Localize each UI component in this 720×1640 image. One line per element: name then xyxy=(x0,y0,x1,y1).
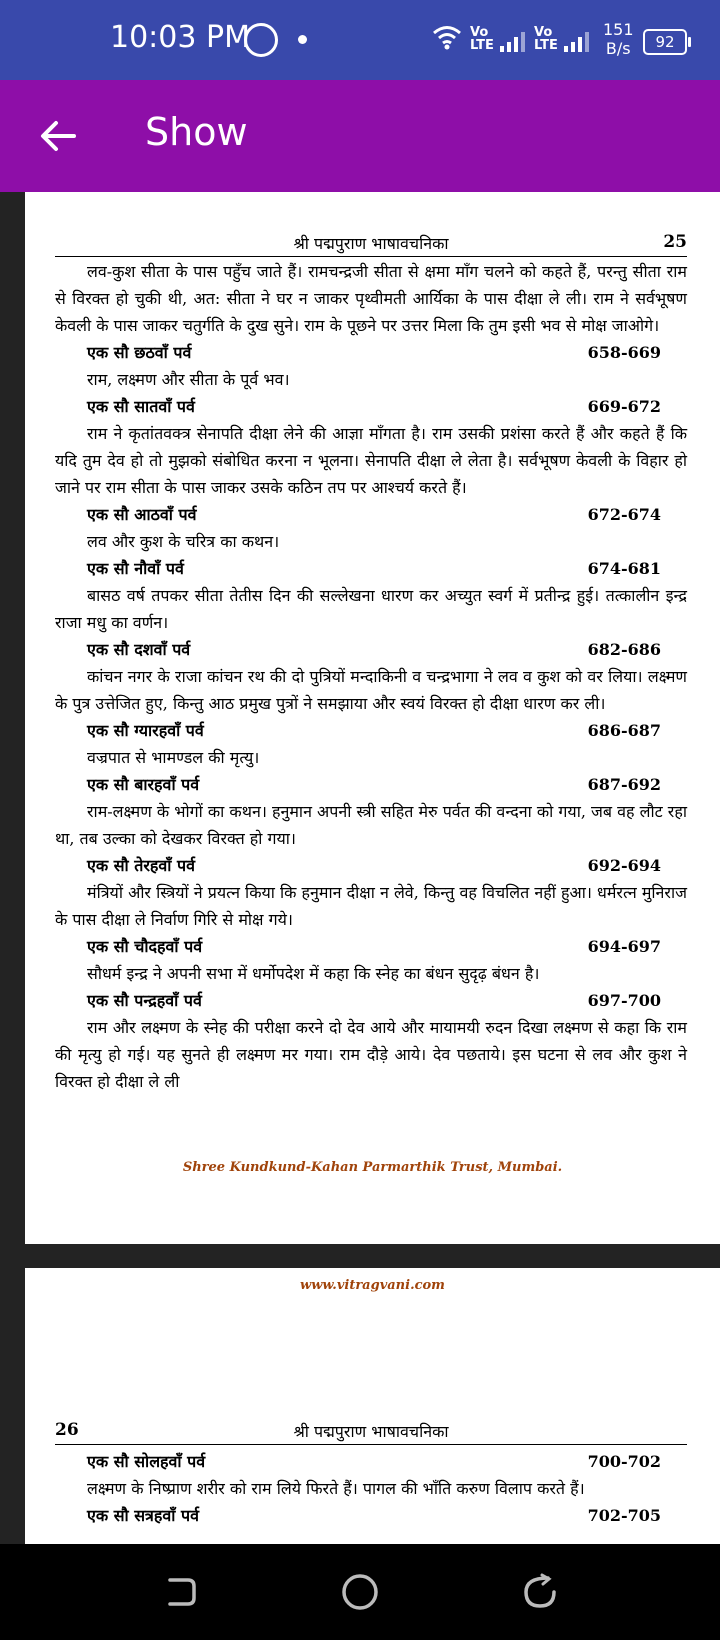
section-page-range: 697-700 xyxy=(587,991,661,1010)
section-heading: एक सौ छठवाँ पर्व xyxy=(87,343,192,362)
running-head-title: श्री पद्मपुराण भाषावचनिका xyxy=(293,234,449,253)
section-summary: मंत्रियों और स्त्रियों ने प्रयत्न किया कि हनुमान दीक्षा न लेवे, किन्तु वह विचलित नहीं हुआ। धर्मरत्न मुनिराज के पास दीक्षा ले निर्वाण गिरि से मोक्ष गये। xyxy=(55,883,687,929)
section-page-range: 686-687 xyxy=(587,721,661,740)
section-page-range: 702-705 xyxy=(587,1506,661,1525)
section-heading: एक सौ सोलहवाँ पर्व xyxy=(87,1452,206,1471)
footer-trust-name: Shree Kundkund-Kahan Parmarthik Trust, Mumbai. xyxy=(182,1160,563,1175)
section-heading-row xyxy=(55,771,687,798)
section-heading-row xyxy=(55,393,687,420)
page-body xyxy=(55,258,687,1095)
section-page-range: 672-674 xyxy=(587,505,661,524)
section-heading-row xyxy=(55,933,687,960)
section-heading-row xyxy=(55,501,687,528)
header-url: www.vitragvani.com xyxy=(300,1278,445,1293)
section-heading-row xyxy=(55,717,687,744)
page-title: Show xyxy=(145,110,248,154)
back-arrow-icon[interactable] xyxy=(38,116,78,156)
section-heading: एक सौ नौवाँ पर्व xyxy=(87,559,184,578)
page-number: 26 xyxy=(55,1420,79,1440)
signal-bars-icon xyxy=(564,30,589,52)
section-page-range: 669-672 xyxy=(587,397,661,416)
intro-paragraph: लव-कुश सीता के पास पहुँच जाते हैं। रामचन्द्रजी सीता से क्षमा माँग चलने को कहते हैं, परन्तु सीता राम से विरक्त हो चुकी थी, अत: सीता ने घर न जाकर पृथ्वीमती आर्यिका के पास दीक्षा ले ली। राम ने सर्वभूषण केवली के पास जाकर चतुर्गति के दुख सुने। राम के पूछने पर उत्तर मिला कि तुम इसी भव से मोक्ष जाओगे। xyxy=(55,262,687,335)
section-heading: एक सौ दशवाँ पर्व xyxy=(87,640,191,659)
section-page-range: 692-694 xyxy=(587,856,661,875)
section-heading-row xyxy=(55,1448,687,1475)
battery-icon: 92 xyxy=(643,29,687,55)
home-icon[interactable] xyxy=(338,1570,382,1614)
back-icon[interactable] xyxy=(518,1570,562,1614)
section-summary: लक्ष्मण के निष्प्राण शरीर को राम लिये फिरते हैं। पागल की भाँति करुण विलाप करते हैं। xyxy=(87,1479,585,1498)
section-page-range: 694-697 xyxy=(587,937,661,956)
section-summary: बासठ वर्ष तपकर सीता तेतीस दिन की सल्लेखना धारण कर अच्युत स्वर्ग में प्रतीन्द्र हुई। तत्कालीन इन्द्र राजा मधु का वर्णन। xyxy=(55,586,687,632)
signal-bars-icon xyxy=(500,30,525,52)
section-heading-row xyxy=(55,555,687,582)
status-bar xyxy=(0,0,720,80)
section-page-range: 674-681 xyxy=(587,559,661,578)
section-summary: राम, लक्ष्मण और सीता के पूर्व भव। xyxy=(87,370,290,389)
section-page-range: 682-686 xyxy=(587,640,661,659)
section-heading: एक सौ चौदहवाँ पर्व xyxy=(87,937,203,956)
section-heading: एक सौ ग्यारहवाँ पर्व xyxy=(87,721,204,740)
recents-icon[interactable] xyxy=(158,1570,202,1614)
section-summary: वज्रपात से भामण्डल की मृत्यु। xyxy=(87,748,260,767)
section-heading-row xyxy=(55,852,687,879)
running-head xyxy=(55,1418,687,1445)
section-heading: एक सौ पन्द्रहवाँ पर्व xyxy=(87,991,202,1010)
section-heading: एक सौ आठवाँ पर्व xyxy=(87,505,197,524)
section-summary: राम-लक्ष्मण के भोगों का कथन। हनुमान अपनी स्त्री सहित मेरु पर्वत की वन्दना को गया, जब वह लौट रहा था, तब उल्का को देखकर विरक्त हो गया। xyxy=(55,802,687,848)
section-heading: एक सौ सातवाँ पर्व xyxy=(87,397,195,416)
section-heading-row xyxy=(55,636,687,663)
section-summary: कांचन नगर के राजा कांचन रथ की दो पुत्रियों मन्दाकिनी व चन्द्रभागा ने लव व कुश को वर लिया। लक्ष्मण के पुत्र उत्तेजित हुए, किन्तु आठ प्रमुख पुत्रों ने समझाया और स्वयं विरक्त हो दीक्षा धारण कर ली। xyxy=(55,667,687,713)
running-head xyxy=(55,230,687,257)
section-summary: सौधर्म इन्द्र ने अपनी सभा में धर्मोपदेश में कहा कि स्नेह का बंधन सुदृढ़ बंधन है। xyxy=(87,964,540,983)
section-heading-row xyxy=(55,987,687,1014)
section-summary: राम ने कृतांतवक्त्र सेनापति दीक्षा लेने की आज्ञा माँगता है। राम उसकी प्रशंसा करते हैं और कहते हैं कि यदि तुम देव हो तो मुझको संबोधित करना न भूलना। सेनापति दीक्षा ले लेता है। सर्वभूषण केवली के विहार हो जाने पर राम सीता के पास जाकर उसके कठिन तप पर आश्चर्य करते हैं। xyxy=(55,424,687,497)
pdf-page-25 xyxy=(25,192,720,1244)
wifi-icon xyxy=(432,24,462,50)
app-bar xyxy=(0,80,720,192)
running-head-title: श्री पद्मपुराण भाषावचनिका xyxy=(293,1422,449,1441)
page-number: 25 xyxy=(663,232,687,252)
volte-label-1: Vo LTE xyxy=(470,25,494,53)
section-summary: लव और कुश के चरित्र का कथन। xyxy=(87,532,280,551)
status-time: 10:03 PM xyxy=(110,20,250,55)
section-page-range: 658-669 xyxy=(587,343,661,362)
notification-dot-icon xyxy=(298,35,307,44)
section-heading: एक सौ सत्रहवाँ पर्व xyxy=(87,1506,199,1525)
section-page-range: 700-702 xyxy=(587,1452,661,1471)
volte-label-2: Vo LTE xyxy=(534,25,558,53)
navigation-bar xyxy=(0,1544,720,1640)
pdf-page-26 xyxy=(25,1268,720,1544)
section-summary: राम और लक्ष्मण के स्नेह की परीक्षा करने दो देव आये और मायामयी रुदन दिखा लक्ष्मण से कहा कि राम की मृत्यु हो गई। यह सुनते ही लक्ष्मण मर गया। राम दौड़े आये। देव पछताये। इस घटना से लव और कुश ने विरक्त हो दीक्षा ले ली xyxy=(55,1018,687,1091)
section-heading-row xyxy=(55,1502,687,1529)
section-heading: एक सौ तेरहवाँ पर्व xyxy=(87,856,195,875)
section-heading-row xyxy=(55,339,687,366)
whatsapp-icon xyxy=(244,23,278,57)
section-page-range: 687-692 xyxy=(587,775,661,794)
page-body xyxy=(55,1448,687,1529)
pdf-viewer[interactable] xyxy=(0,192,720,1544)
section-heading: एक सौ बारहवाँ पर्व xyxy=(87,775,200,794)
network-speed: 151 B/s xyxy=(603,20,634,58)
